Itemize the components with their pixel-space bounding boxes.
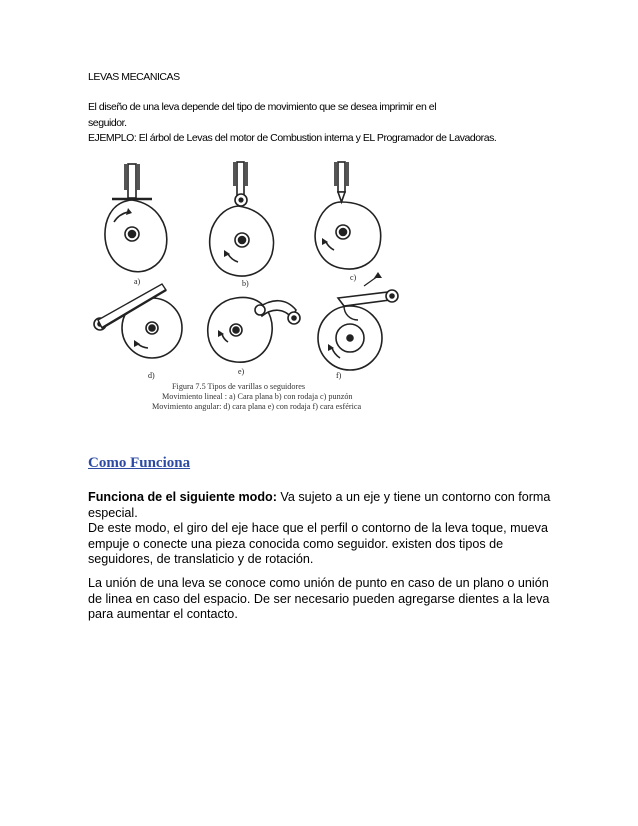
figure-caption-line-3: Movimiento angular: d) cara plana e) con rodaja f) cara esférica [152, 402, 362, 411]
paragraph-1-line-1 [88, 490, 558, 506]
cam-c-illustration [315, 162, 381, 269]
figure-caption-line-2: Movimiento lineal : a) Cara plana b) con rodaja c) punzón [162, 392, 353, 401]
cam-diagram [88, 158, 418, 420]
paragraph-1-line-1-text: Va sujeto a un eje y tiene un contorno con forma [276, 490, 551, 504]
paragraph-2-line-1: La unión de una leva se conoce como unión de punto en caso de un plano o unión [88, 576, 549, 590]
example-line: EJEMPLO: El árbol de Levas del motor de Combustion interna y EL Programador de Lavadoras. [88, 132, 497, 144]
figure-label-f: f) [336, 371, 342, 380]
cam-follower-figure [88, 158, 418, 420]
intro-line-2: seguidor. [88, 117, 127, 129]
document-title: LEVAS MECANICAS [88, 71, 180, 83]
paragraph-1 [88, 490, 558, 568]
paragraph-1-bold-lead: Funciona de el siguiente modo: [88, 490, 277, 504]
paragraph-2-line-3: para aumentar el contacto. [88, 607, 238, 621]
paragraph-2-line-2: de linea en caso del espacio. De ser necesario pueden agregarse dientes a la leva [88, 591, 550, 606]
paragraph-1-line-2: especial. [88, 505, 138, 520]
paragraph-1-line-5: seguidores, de translaticio y de rotación. [88, 552, 314, 566]
figure-label-d: d) [148, 371, 155, 380]
cam-a-illustration [105, 164, 167, 272]
paragraph-2 [88, 576, 558, 623]
figure-label-a: a) [134, 277, 141, 286]
paragraph-1-line-3: De este modo, el giro del eje hace que el perfil o contorno de la leva toque, mueva [88, 521, 548, 535]
paragraph-1-line-4: empuje o conecte una pieza conocida como seguidor. existen dos tipos de [88, 536, 504, 551]
intro-line-1: El diseño de una leva depende del tipo de movimiento que se desea imprimir en el [88, 101, 437, 113]
cam-d-illustration [94, 284, 182, 358]
figure-label-b: b) [242, 279, 249, 288]
figure-label-c: c) [350, 273, 357, 282]
cam-b-illustration [210, 162, 274, 276]
section-heading: Como Funciona [88, 455, 191, 471]
cam-e-illustration [208, 297, 300, 362]
figure-label-e: e) [238, 367, 245, 376]
figure-caption-line-1: Figura 7.5 Tipos de varillas o seguidores [172, 382, 306, 391]
cam-f-illustration [318, 272, 398, 370]
